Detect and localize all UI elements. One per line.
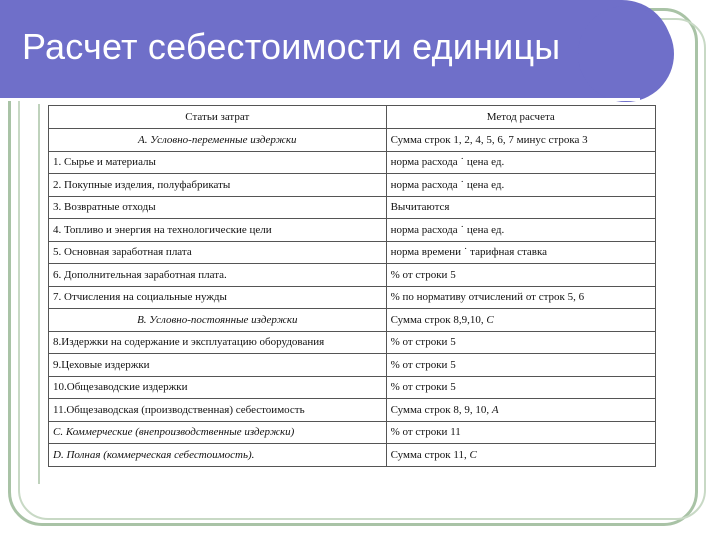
row-method: % от строки 5 <box>386 331 655 354</box>
method-text: Сумма строк 8,9,10, <box>390 313 487 326</box>
table-row <box>49 151 656 174</box>
row-method: % от строки 5 <box>386 264 655 287</box>
header-cost-items: Статьи затрат <box>49 106 387 129</box>
title-underline <box>0 98 640 101</box>
table-row <box>49 219 656 242</box>
row-method: % от строки 5 <box>386 376 655 399</box>
row-item: 4. Топливо и энергия на технологические цели <box>49 219 387 242</box>
row-method: норма расхода ˙ цена ед. <box>386 174 655 197</box>
row-method <box>386 309 655 332</box>
table-row <box>49 309 656 332</box>
table-row <box>49 444 656 467</box>
table-row <box>49 421 656 444</box>
table-row <box>49 196 656 219</box>
row-method: Вычитаются <box>386 196 655 219</box>
method-text: Сумма строк 11, <box>390 448 470 461</box>
row-method: % от строки 11 <box>386 421 655 444</box>
row-method <box>386 444 655 467</box>
row-item: 5. Основная заработная плата <box>49 241 387 264</box>
cost-table <box>48 105 656 467</box>
row-item: 9.Цеховые издержки <box>49 354 387 377</box>
row-method: норма времени ˙ тарифная ставка <box>386 241 655 264</box>
row-item: 7. Отчисления на социальные нужды <box>49 286 387 309</box>
row-item: 6. Дополнительная заработная плата. <box>49 264 387 287</box>
table-row <box>49 399 656 422</box>
row-item: 10.Общезаводские издержки <box>49 376 387 399</box>
method-ref: А <box>491 403 499 416</box>
row-method: норма расхода ˙ цена ед. <box>386 151 655 174</box>
table-row <box>49 286 656 309</box>
row-method: % от строки 5 <box>386 354 655 377</box>
row-item: 8.Издержки на содержание и эксплуатацию оборудования <box>49 331 387 354</box>
row-item: А. Условно-переменные издержки <box>49 129 387 152</box>
row-item: С. Коммерческие (внепроизводственные издержки) <box>49 421 387 444</box>
table-row <box>49 354 656 377</box>
table-row <box>49 129 656 152</box>
row-item: 1. Сырье и материалы <box>49 151 387 174</box>
page-title: Расчет себестоимости единицы <box>22 26 561 67</box>
table-row <box>49 376 656 399</box>
header-calc-method: Метод расчета <box>386 106 655 129</box>
row-method: Сумма строк 1, 2, 4, 5, 6, 7 минус строка 3 <box>386 129 655 152</box>
row-item: 11.Общезаводская (производственная) себестоимость <box>49 399 387 422</box>
row-item: 2. Покупные изделия, полуфабрикаты <box>49 174 387 197</box>
title-bar <box>0 0 672 100</box>
row-method: норма расхода ˙ цена ед. <box>386 219 655 242</box>
method-text: Сумма строк 8, 9, 10, <box>390 403 492 416</box>
row-item: В. Условно-постоянные издержки <box>49 309 387 332</box>
table-row <box>49 264 656 287</box>
row-item: D. Полная (коммерческая себестоимость). <box>49 444 387 467</box>
side-accent-line <box>38 104 40 484</box>
method-ref: С <box>486 313 494 326</box>
row-item: 3. Возвратные отходы <box>49 196 387 219</box>
table-header-row <box>49 106 656 129</box>
row-method: % по нормативу отчислений от строк 5, 6 <box>386 286 655 309</box>
table-row <box>49 241 656 264</box>
row-method <box>386 399 655 422</box>
table-row <box>49 174 656 197</box>
title-bar-cap <box>578 6 674 102</box>
table-row <box>49 331 656 354</box>
method-ref: С <box>469 448 477 461</box>
